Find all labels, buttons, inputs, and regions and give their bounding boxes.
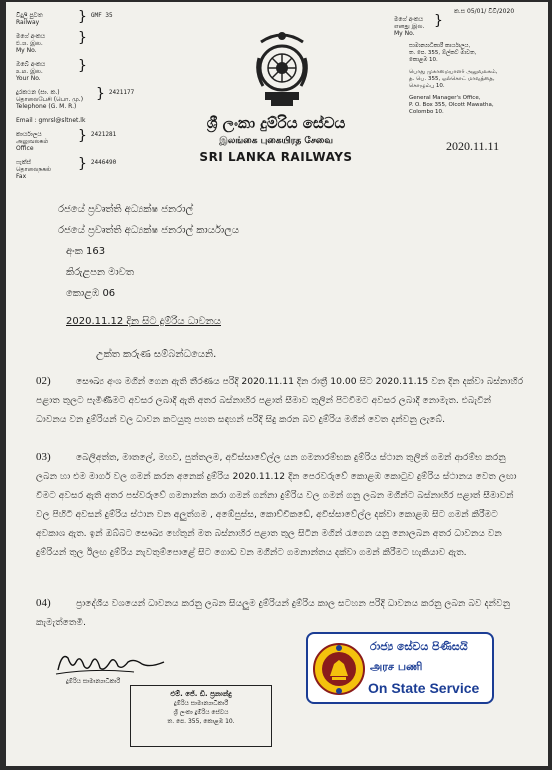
paragraph-number: 03) — [36, 451, 51, 463]
handwritten-signature — [54, 648, 174, 678]
telephone-label: දුරකථන (සා. ක.) தொலைபேசி (பொ. மு.) Telephone (G. M. R.) — [16, 89, 84, 110]
paragraph-04 — [36, 594, 524, 632]
address-sinhala: සාමාන්‍යාධිකාරී කාර්යාලය, ත. පෙ. 355, ඕල්කට් මාවත, කොළඹ 10. — [409, 43, 477, 63]
paragraph-number: 04) — [36, 597, 51, 609]
paragraph-02 — [36, 372, 524, 429]
badge-text-english: On State Service — [368, 680, 480, 696]
fax-label: ෆැක්ස් தொலைநகல் Fax — [16, 159, 52, 180]
paragraph-number: 02) — [36, 375, 51, 387]
salutation: උක්ත කරුණ සම්බන්ධයෙනි. — [96, 349, 217, 360]
stamp-line-1: දුම්රිය සාමාන්‍යාධිකාරී — [173, 700, 229, 707]
telegram-label: විදුලි පුවත Railway — [16, 12, 43, 26]
header-left — [16, 9, 156, 187]
title-tamil: இலங்கை புகையிரத சேவை — [219, 136, 333, 146]
addressee-line-2: රජයේ ප්‍රවෘත්ති අධ්‍යක්ෂ ජනරාල් කාර්යාලය — [58, 225, 240, 236]
email-row — [16, 117, 156, 124]
stamp-line-3: ත. පෙ. 355, කොළඹ 10. — [167, 718, 235, 725]
right-my-no-row: මගේ අංකය எனது இல. My No. } — [394, 13, 443, 37]
addressee-line-3: අංක 163 — [66, 246, 106, 257]
national-emblem-icon — [312, 640, 366, 698]
my-no-label: මගේ අංකය එ.ශ. இல. My No. — [16, 33, 46, 54]
fax-value: 2446490 — [90, 159, 117, 166]
badge-text-sinhala: රාජ්‍ය සේවය පිණිසයි — [370, 640, 468, 653]
railway-crest-icon — [253, 28, 311, 108]
telegram-row: විදුලි පුවත Railway } GMF 35 — [16, 9, 113, 26]
fax-row: ෆැක්ස් தொலைநகல் Fax } 2446490 — [16, 156, 117, 180]
letter-date: 2020.11.11 — [446, 139, 500, 153]
email-text: Email : gmrsl@sltnet.lk — [16, 117, 86, 124]
address-tamil: பொது முகாமையாளர் அலுவலகம், த. பெ. 355, ஒல்கொட் மாவத்தை, கொழும்பு 10. — [409, 69, 498, 89]
paragraph-text: සෞඛ්‍ය අංශ මගින් ගෙන ඇති තීරණය පරිදි 2020.11.11 දින රාත්‍රී 10.00 සිට 2020.11.15 වන දින දක්වා බස්නාහිර පළාත තුලට පැමිණීමට අවසර ලබාදී ඇති අතර බස්නාහිර පළාත් සීමාව තුලින් පිටවීමට අවසර ලබාදී නොමැත. එබැවින් ධාවනය වන දුම්රියන් වල ධාවන කටයුතු පහත සඳහන් පරිදි සිදු කරන බව දුම්රිය මගින් වෙත දන්වනු ලැබේ. — [36, 376, 524, 425]
stamp-name: එම්. ජේ. ඩී. ප්‍රනාන්දු — [170, 690, 232, 698]
your-no-label: ඔබේ අංකය உம. இல. Your No. — [16, 61, 46, 82]
telephone-row: දුරකථන (සා. ක.) தொலைபேசி (பொ. மு.) Telephone (G. M. R.) } 2421177 — [16, 86, 135, 110]
office-value: 2421281 — [90, 131, 117, 138]
addressee-block — [58, 199, 239, 304]
signature-title: දුම්රිය සාමාන්‍යාධිකාරී — [66, 678, 121, 685]
paragraph-text: ප්‍රාදේශීය වශයෙන් ධාවනය කරනු ලබන සියලුම දුම්රියන් දුම්රිය කාල සටහන පරිදි ධාවනය කරනු ලබන බව දන්වනු කැමැත්තෙමි. — [36, 598, 511, 628]
right-my-no-label: මගේ අංකය எனது இல. My No. — [394, 16, 425, 37]
addressee-line-4: කිරුළපන මාවත — [66, 267, 134, 278]
badge-text-tamil: அரச பணி — [370, 660, 423, 673]
address-english: General Manager's Office, P. O. Box 355, Olcott Mawatha, Colombo 10. — [409, 95, 494, 115]
title-english: SRI LANKA RAILWAYS — [199, 150, 353, 164]
my-no-row: මගේ අංකය එ.ශ. இல. My No. } — [16, 30, 87, 54]
addressee-line-1: රජයේ ප්‍රවෘත්ති අධ්‍යක්ෂ ජනරාල් — [58, 204, 194, 215]
telegram-value: GMF 35 — [90, 12, 113, 19]
on-state-service-badge — [306, 632, 494, 704]
official-stamp — [130, 685, 272, 747]
letter-page — [6, 2, 548, 766]
title-sinhala: ශ්‍රී ලංකා දුම්රිය සේවය — [206, 114, 346, 132]
paragraph-03 — [36, 448, 524, 562]
header-right — [394, 12, 544, 121]
subject-line: 2020.11.12 දින සිට දුම්රිය ධාවනය — [66, 316, 221, 327]
reference-number: ක.ස 05/01/ විවි/2020 — [454, 8, 515, 15]
your-no-row: ඔබේ අංකය உம. இல. Your No. } — [16, 58, 87, 82]
addressee-line-5: කොළඹ 06 — [66, 288, 116, 299]
paragraph-text: බෙලිඅත්ත, මාතලේ, මහව, පුත්තලම, අවිස්සාවේල්ල යන ගමනාරම්භක දුම්රිය ස්ථාන තුලින් ගමන් ආරම්භ කරනු ලබන හා එම මාර්ග වල ගමන් කරන අනෙක් දුම්රිය 2020.11.12 දින පෙරවරුවේ කොළඹ කොටුව දුම්රිය ස්ථානය වෙත ලඟා වීමට අවසර ඇති අතර පස්වරුවේ ගමනාන්ත කරා ගමන් ගන්නා දුම්රිය වල ගමන් ගනු ලබන මගීන්ට බස්නාහිර පළාත් සීමාවන් වල පිහිටි අවසන් දුම්රිය ස්ථාන වන අලුත්ගම , අඹේපුස්ස, කොච්චිකඩේ, අවිස්සාවේල්ල දක්වා කොළඹ සිට ගමන් කිරීමට අවකාශ ඇත. ඉන් ඔබ්බට සෞඛ්‍ය හේතුන් මත බස්නාහිර පළාත තුල සිටින මගින් රැගෙන යනු නොලබන අතර ධාවනය වන දුම්රියන් තුල ඊලඟ දුම්රිය නැවතුම්පොළේ සිට ගොඩ වන මගීන්ට ගමනාන්තය දක්වා ගමන් කිරීමට හැකියාව ඇත. — [36, 452, 517, 558]
stamp-line-2: ශ්‍රී ලංකා දුම්රිය සේවය — [173, 709, 229, 716]
office-label: කාර්යාලය அலுவலகம் Office — [16, 131, 49, 152]
office-row: කාර්යාලය அலுவலகம் Office } 2421281 — [16, 128, 117, 152]
telephone-value: 2421177 — [108, 89, 135, 96]
